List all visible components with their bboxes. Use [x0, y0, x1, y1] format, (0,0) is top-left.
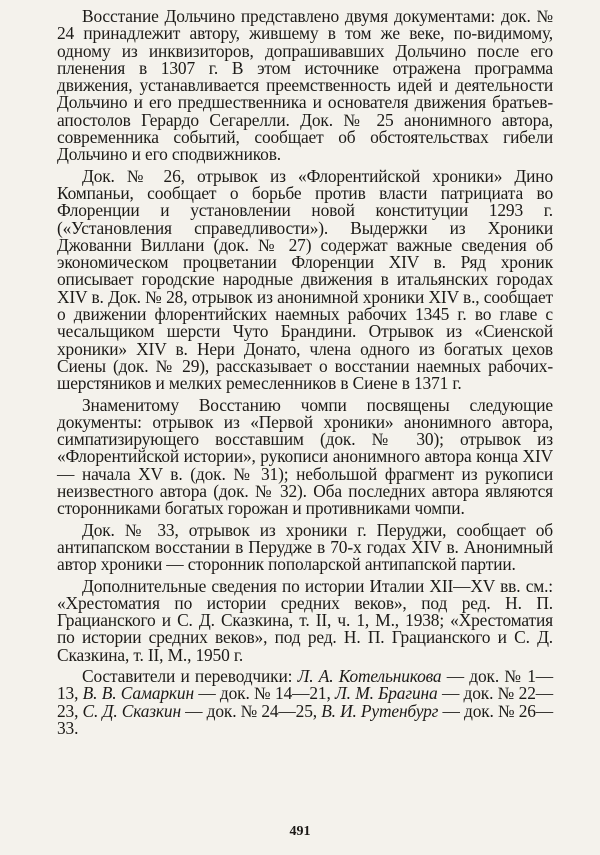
credit-range: — док. № 24—25, [180, 700, 322, 721]
paragraph-credits [57, 665, 554, 738]
credit-range: — док. № 22—23, [57, 683, 554, 721]
credit-range: — док. № 14—21, [193, 683, 336, 704]
page-number: 491 [289, 824, 311, 839]
credit-range: — док. № 26—33. [57, 700, 554, 738]
credit-name: Л. А. Котельникова [297, 665, 442, 686]
paragraph-additional-sources: Дополнительные сведения по истории Италии XII—XV вв. см.: «Хрестоматия по истории средних веков», под ред. Н. П. Грацианского и С. Д. Сказкина, т. II, ч. 1, М., 1938; «Хрестоматия по истории средних веков», под ред. Н. П. Грацианского и С. Д. Сказкина, т. II, М., 1950 г. [57, 575, 553, 665]
credit-name: Л. М. Брагина [335, 683, 438, 704]
body-text [57, 8, 553, 739]
credit-name: В. В. Самаркин [82, 683, 194, 704]
paragraph-perugia: Док. № 33, отрывок из хроники г. Перуджи, сообщает об антипапском восстании в Перудже в 70-х годах XIV в. Анонимный автор хроники — сторонник пополарской антипапской партии. [57, 519, 553, 575]
credit-name: В. И. Рутенбург [321, 700, 439, 721]
paragraph-ciompi: Знаменитому Восстанию чомпи посвящены следующие документы: отрывок из «Первой хроники» анонимного автора, симпатизирующего восставшим (док. № 30); отрывок из «Флорентийской истории», рукописи анонимного автора конца XIV — начала XV в. (док. № 31); небольшой фрагмент из рукописи неизвестного автора (док. № 32). Оба последних автора являются сторонниками богатых горожан и противниками чомпи. [57, 394, 553, 519]
paragraph-dolcino: Восстание Дольчино представлено двумя документами: док. № 24 принадлежит автору, жившему в том же веке, по-видимому, одному из инквизиторов, допрашивавших Дольчино после его пленения в 1307 г. В этом источнике отражена программа движения, устанавливается преемственность идей и деятельности Дольчино и его предшественника и основателя движения братьев-апостолов Герардо Сегарелли. Док. № 25 анонимного автора, современника событий, сообщает об обстоятельствах гибели Дольчино и его сподвижников. [57, 6, 553, 165]
paragraph-florentine-chronicles: Док. № 26, отрывок из «Флорентийской хроники» Дино Компаньи, сообщает о борьбе против власти патрициата во Флоренции и установлении новой конституции 1293 г. («Установления справедливости»). Выдержки из Хроники Джованни Виллани (док. № 27) содержат важные сведения об экономическом процветании Флоренции XIV в. Ряд хроник описывает городские народные движения в итальянских городах XIV в. Док. № 28, отрывок из анонимной хроники XIV в., сообщает о движении флорентийских наемных рабочих 1345 г. во главе с чесальщиком шерсти Чуто Брандини. Отрывок из «Сиенской хроники» XIV в. Нери Донато, члена одного из богатых цехов Сиены (док. № 29), рассказывает о восстании наемных рабочих-шерстяников и мелких ремесленников в Сиене в 1371 г. [57, 165, 553, 394]
credits-intro: Составители и переводчики: [82, 665, 298, 686]
credit-name: С. Д. Сказкин [82, 700, 181, 721]
credit-range: — док. № 1—13, [57, 665, 553, 704]
